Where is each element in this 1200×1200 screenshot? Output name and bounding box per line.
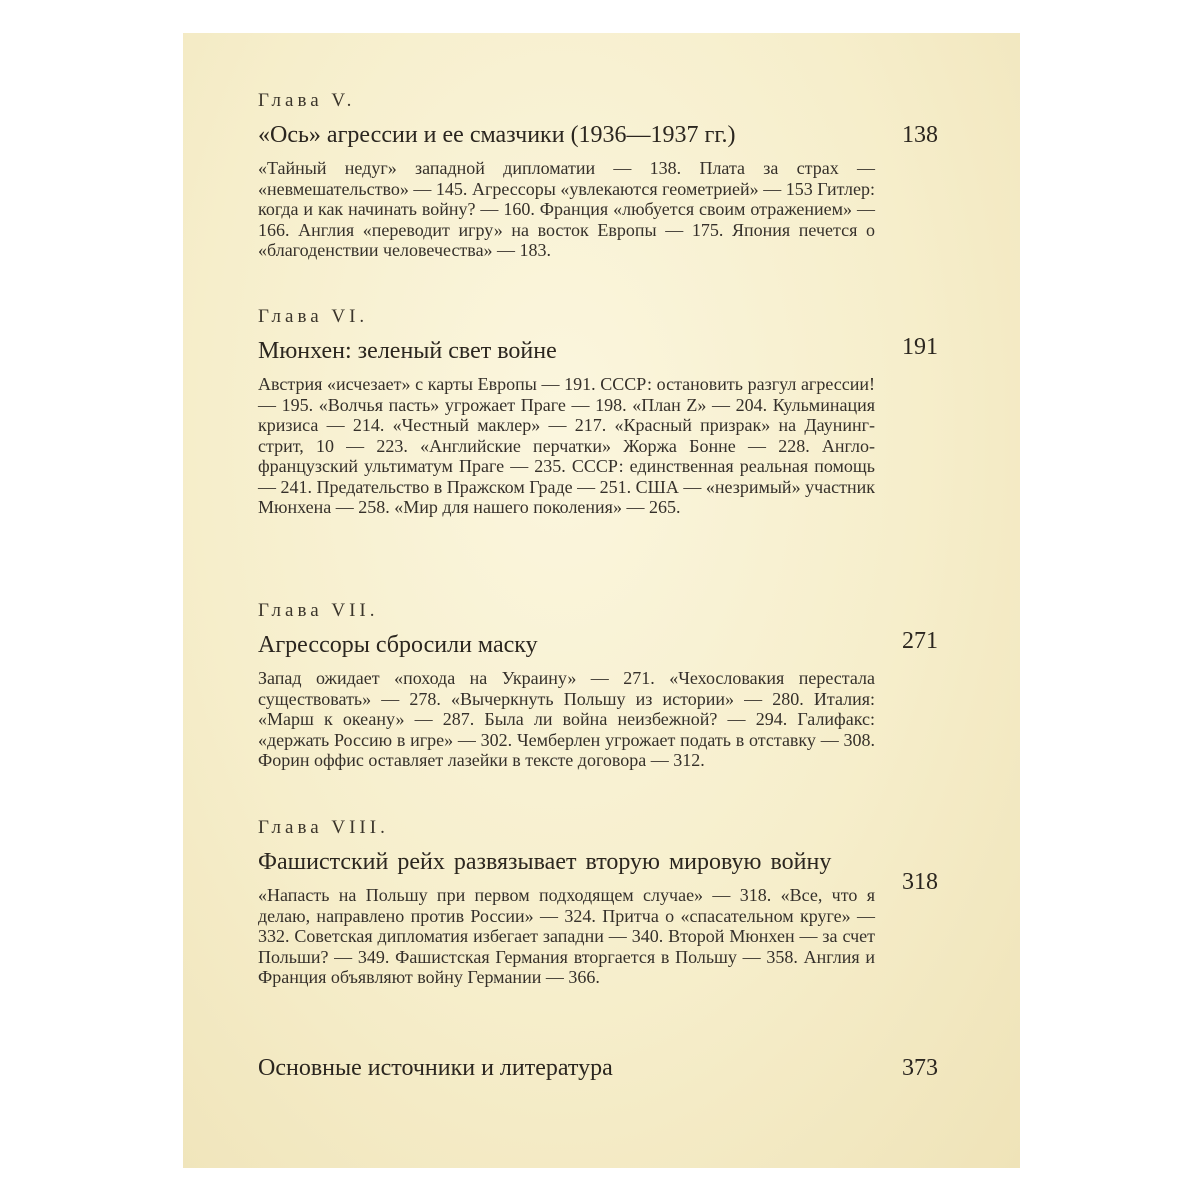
chapter-label: Глава VIII. (258, 817, 389, 838)
chapter-8 (258, 817, 938, 988)
sources-title: Основные источники и литература (258, 1055, 613, 1081)
chapter-title: Мюнхен: зеленый свет войне (258, 338, 557, 364)
chapter-label: Глава VII. (258, 600, 379, 621)
chapter-title: Фашистский рейх развязывает вторую мировую войну (258, 849, 832, 875)
chapter-page-number: 191 (902, 334, 938, 360)
sources-entry (258, 1055, 938, 1081)
chapter-summary: «Напасть на Польшу при первом подходящем случае» — 318. «Все, что я делаю, направлено против России» — 324. Притча о «спасательном круге» — 332. Советская дипломатия избегает западни — 340. Второй Мюнхен — за счет Польши? — 349. Фашистская Германия вторгается в Польшу — 358. Англия и Франция объявляют войну Германии — 366. (258, 885, 875, 987)
chapter-title: «Ось» агрессии и ее смазчики (1936—1937 гг.) (258, 122, 736, 148)
chapter-label: Глава V. (258, 90, 356, 111)
chapter-summary: «Тайный недуг» западной дипломатии — 138. Плата за страх — «невмешательство» — 145. Агрессоры «увлекаются геометрией» — 153 Гитлер: когда и как начинать войну? — 160. Франция «любуется своим отражением» — 166. Англия «переводит игру» на восток Европы — 175. Япония печется о «благоденствии человечества» — 183. (258, 158, 875, 260)
sources-page-number: 373 (902, 1055, 938, 1081)
chapter-page-number: 271 (902, 628, 938, 654)
chapter-summary: Австрия «исчезает» с карты Европы — 191. СССР: остановить разгул агрессии! — 195. «Волчья пасть» угрожает Праге — 198. «План Z» — 204. Кульминация кризиса — 214. «Честный маклер» — 217. «Красный призрак» на Даунинг-стрит, 10 — 223. «Английские перчатки» Жоржа Бонне — 228. Англо-французский ультиматум Праге — 235. СССР: единственная реальная помощь — 241. Предательство в Пражском Граде — 251. США — «незримый» участник Мюнхена — 258. «Мир для нашего поколения» — 265. (258, 374, 875, 517)
chapter-page-number: 318 (902, 869, 938, 895)
book-page (183, 33, 1020, 1168)
chapter-page-number: 138 (902, 122, 938, 148)
chapter-7 (258, 600, 938, 771)
chapter-6 (258, 306, 938, 518)
chapter-summary: Запад ожидает «похода на Украину» — 271. «Чехословакия перестала существовать» — 278. «Вычеркнуть Польшу из истории» — 280. Италия: «Марш к океану» — 287. Была ли война неизбежной? — 294. Галифакс: «держать Россию в игре» — 302. Чемберлен угрожает подать в отставку — 308. Форин оффис оставляет лазейки в тексте договора — 312. (258, 668, 875, 770)
chapter-5 (258, 90, 938, 261)
chapter-title: Агрессоры сбросили маску (258, 632, 538, 658)
chapter-label: Глава VI. (258, 306, 369, 327)
